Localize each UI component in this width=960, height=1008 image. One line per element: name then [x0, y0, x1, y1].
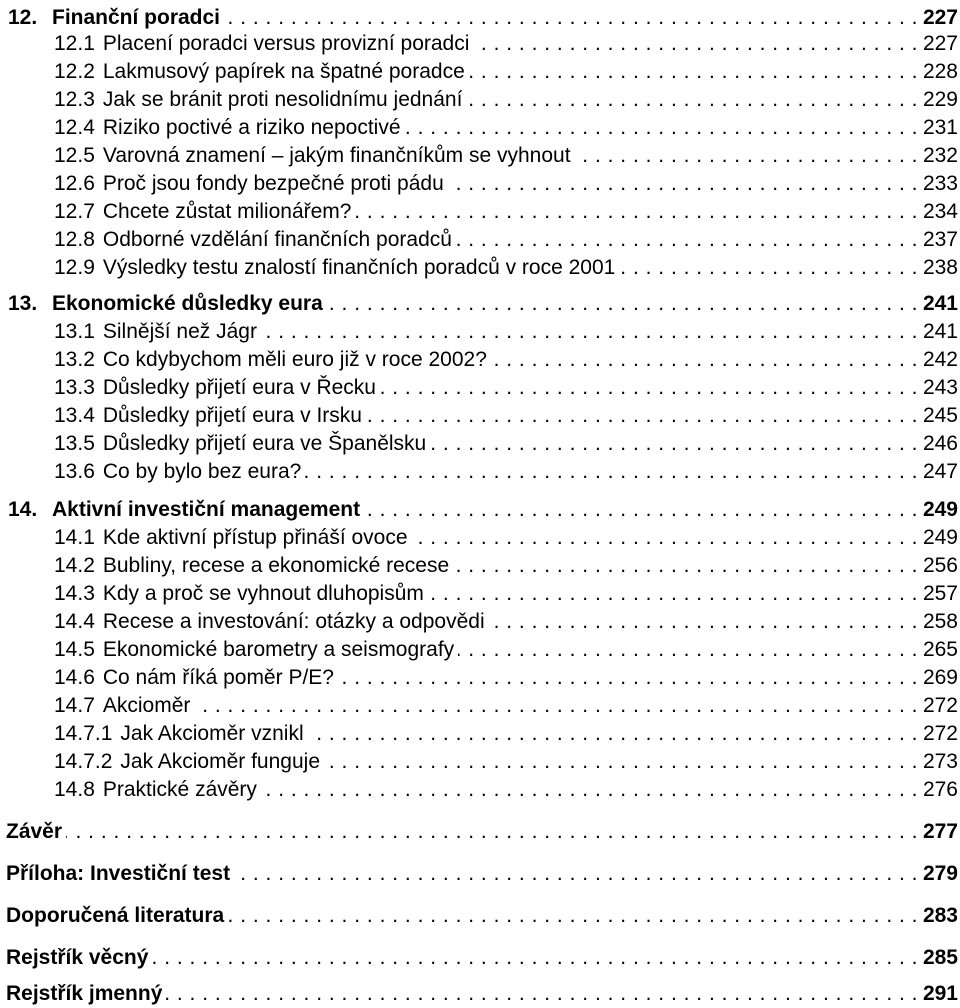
dot-leader — [473, 32, 918, 56]
toc-entry-title: Co by bylo bez eura? — [102, 460, 302, 483]
toc-entry-title: Akcioměr — [102, 694, 191, 717]
toc-section-14-7-1[interactable] — [54, 716, 958, 746]
dot-leader — [491, 348, 918, 372]
dot-leader — [412, 526, 918, 550]
toc-entry-number: 12.6 — [54, 172, 95, 195]
toc-entry-number: 12.5 — [54, 144, 95, 167]
toc-entry-number: 12.2 — [54, 60, 95, 83]
toc-entry-page: 285 — [922, 946, 958, 969]
dot-leader — [428, 582, 918, 606]
toc-entry-title: Závěr — [6, 820, 63, 843]
toc-entry-title: Bubliny, recese a ekonomické recese — [102, 554, 450, 577]
toc-entry-number: 12.9 — [54, 256, 95, 279]
toc-entry-page: 227 — [922, 6, 958, 29]
toc-entry-literatura[interactable] — [6, 898, 958, 928]
toc-entry-page: 242 — [922, 348, 958, 371]
toc-entry-title: Recese a investování: otázky a odpovědi — [102, 610, 485, 633]
toc-entry-title: Výsledky testu znalostí finančních poradců v roce 2001 — [102, 256, 616, 279]
dot-leader — [458, 638, 918, 662]
toc-entry-title: Finanční poradci — [52, 6, 221, 29]
toc-section-14-8[interactable] — [54, 772, 958, 802]
toc-entry-page: 273 — [922, 750, 958, 773]
dot-leader — [261, 320, 918, 344]
toc-section-14-1[interactable] — [54, 520, 958, 550]
toc-section-14-3[interactable] — [54, 576, 958, 606]
toc-section-12-7[interactable] — [54, 194, 958, 224]
dot-leader — [152, 946, 918, 970]
toc-entry-page: 234 — [922, 200, 958, 223]
toc-entry-page: 269 — [922, 666, 958, 689]
toc-entry-page: 272 — [922, 694, 958, 717]
toc-entry-page: 238 — [922, 256, 958, 279]
toc-entry-number: 14. — [8, 498, 38, 521]
toc-entry-zaver[interactable] — [6, 814, 958, 844]
toc-entry-title: Varovná znamení – jakým finančníkům se vyhnout — [102, 144, 571, 167]
toc-entry-title: Silnější než Jágr — [102, 320, 257, 343]
toc-entry-rejstrik-vecny[interactable] — [6, 940, 958, 970]
toc-section-13-1[interactable] — [54, 314, 958, 344]
toc-entry-page: 237 — [922, 228, 958, 251]
toc-chapter-14[interactable] — [8, 492, 958, 522]
toc-entry-page: 245 — [922, 404, 958, 427]
toc-entry-page: 246 — [922, 432, 958, 455]
toc-section-12-2[interactable] — [54, 54, 958, 84]
toc-entry-title: Proč jsou fondy bezpečné proti pádu — [102, 172, 444, 195]
toc-entry-number: 13.5 — [54, 432, 95, 455]
toc-entry-title: Jak Akcioměr funguje — [120, 750, 320, 773]
toc-entry-number: 14.5 — [54, 638, 95, 661]
dot-leader — [66, 820, 918, 844]
toc-section-12-3[interactable] — [54, 82, 958, 112]
toc-entry-page: 241 — [922, 292, 958, 315]
toc-entry-title: Odborné vzdělání finančních poradců — [102, 228, 452, 251]
toc-entry-page: 291 — [922, 982, 958, 1005]
toc-section-12-6[interactable] — [54, 166, 958, 196]
toc-section-13-3[interactable] — [54, 370, 958, 400]
toc-entry-number: 13.3 — [54, 376, 95, 399]
dot-leader — [366, 404, 918, 428]
toc-entry-title: Chcete zůstat milionářem? — [102, 200, 352, 223]
dot-leader — [430, 432, 918, 456]
toc-entry-rejstrik-jmenny[interactable] — [6, 976, 958, 1006]
toc-section-12-5[interactable] — [54, 138, 958, 168]
toc-entry-number: 12.7 — [54, 200, 95, 223]
toc-entry-page: 233 — [922, 172, 958, 195]
toc-entry-page: 243 — [922, 376, 958, 399]
toc-entry-page: 227 — [922, 32, 958, 55]
dot-leader — [166, 982, 918, 1006]
toc-entry-page: 265 — [922, 638, 958, 661]
toc-section-13-2[interactable] — [54, 342, 958, 372]
toc-entry-title: Kde aktivní přístup přináší ovoce — [102, 526, 408, 549]
toc-entry-page: 258 — [922, 610, 958, 633]
toc-entry-title: Doporučená literatura — [6, 904, 225, 927]
toc-entry-title: Důsledky přijetí eura v Řecku — [102, 376, 376, 399]
toc-entry-page: 228 — [922, 60, 958, 83]
toc-section-14-5[interactable] — [54, 632, 958, 662]
dot-leader — [453, 554, 918, 578]
dot-leader — [364, 498, 918, 522]
toc-entry-title: Příloha: Investiční test — [6, 862, 231, 885]
toc-entry-page: 283 — [922, 904, 958, 927]
toc-entry-page: 232 — [922, 144, 958, 167]
dot-leader — [324, 750, 918, 774]
dot-leader — [466, 88, 918, 112]
toc-entry-title: Aktivní investiční management — [52, 498, 361, 521]
toc-section-13-6[interactable] — [54, 454, 958, 484]
toc-section-14-7[interactable] — [54, 688, 958, 718]
toc-section-13-5[interactable] — [54, 426, 958, 456]
dot-leader — [355, 200, 918, 224]
toc-entry-number: 14.7.1 — [54, 722, 113, 745]
dot-leader — [405, 116, 918, 140]
toc-entry-page: 272 — [922, 722, 958, 745]
dot-leader — [308, 722, 918, 746]
toc-entry-page: 249 — [922, 498, 958, 521]
toc-entry-title: Důsledky přijetí eura ve Španělsku — [102, 432, 427, 455]
dot-leader — [305, 460, 918, 484]
dot-leader — [469, 60, 918, 84]
toc-entry-title: Ekonomické barometry a seismografy — [102, 638, 455, 661]
toc-entry-title: Co nám říká poměr P/E? — [102, 666, 334, 689]
toc-entry-number: 14.6 — [54, 666, 95, 689]
dot-leader — [261, 778, 918, 802]
dot-leader — [619, 256, 918, 280]
toc-section-14-4[interactable] — [54, 604, 958, 634]
toc-entry-page: 279 — [922, 862, 958, 885]
toc-entry-page: 256 — [922, 554, 958, 577]
toc-entry-title: Ekonomické důsledky eura — [52, 292, 323, 315]
toc-entry-page: 241 — [922, 320, 958, 343]
dot-leader — [380, 376, 918, 400]
dot-leader — [234, 862, 918, 886]
toc-entry-page: 247 — [922, 460, 958, 483]
toc-entry-title: Jak Akcioměr vznikl — [120, 722, 304, 745]
toc-entry-priloha[interactable] — [6, 856, 958, 886]
toc-section-12-4[interactable] — [54, 110, 958, 140]
toc-entry-number: 14.2 — [54, 554, 95, 577]
toc-entry-number: 12.1 — [54, 32, 95, 55]
toc-entry-number: 14.4 — [54, 610, 95, 633]
toc-entry-number: 14.8 — [54, 778, 95, 801]
dot-leader — [228, 904, 918, 928]
dot-leader — [456, 228, 918, 252]
toc-entry-title: Jak se bránit proti nesolidnímu jednání — [102, 88, 463, 111]
toc-entry-title: Lakmusový papírek na špatné poradce — [102, 60, 465, 83]
toc-entry-title: Rejstřík jmenný — [6, 982, 163, 1005]
toc-entry-page: 249 — [922, 526, 958, 549]
toc-entry-page: 257 — [922, 582, 958, 605]
dot-leader — [489, 610, 918, 634]
toc-section-14-6[interactable] — [54, 660, 958, 690]
toc-section-14-7-2[interactable] — [54, 744, 958, 774]
toc-section-12-1[interactable] — [54, 26, 958, 56]
toc-entry-title: Důsledky přijetí eura v Irsku — [102, 404, 362, 427]
dot-leader — [194, 694, 918, 718]
toc-entry-number: 13. — [8, 292, 38, 315]
toc-section-12-9[interactable] — [54, 250, 958, 280]
toc-entry-page: 276 — [922, 778, 958, 801]
toc-section-14-2[interactable] — [54, 548, 958, 578]
dot-leader — [448, 172, 918, 196]
toc-entry-number: 14.7 — [54, 694, 95, 717]
toc-entry-number: 14.1 — [54, 526, 95, 549]
toc-entry-number: 13.4 — [54, 404, 95, 427]
toc-entry-number: 13.6 — [54, 460, 95, 483]
dot-leader — [575, 144, 918, 168]
toc-entry-number: 12.8 — [54, 228, 95, 251]
toc-entry-number: 13.2 — [54, 348, 95, 371]
toc-entry-number: 12.3 — [54, 88, 95, 111]
toc-entry-page: 229 — [922, 88, 958, 111]
toc-entry-number: 14.3 — [54, 582, 95, 605]
toc-chapter-13[interactable] — [8, 286, 958, 316]
dot-leader — [327, 292, 918, 316]
toc-section-12-8[interactable] — [54, 222, 958, 252]
toc-entry-number: 12. — [8, 6, 38, 29]
toc-entry-title: Praktické závěry — [102, 778, 257, 801]
toc-entry-page: 277 — [922, 820, 958, 843]
toc-entry-title: Placení poradci versus provizní poradci — [102, 32, 470, 55]
toc-entry-title: Riziko poctivé a riziko nepoctivé — [102, 116, 401, 139]
toc-entry-number: 13.1 — [54, 320, 95, 343]
toc-entry-title: Kdy a proč se vyhnout dluhopisům — [102, 582, 424, 605]
toc-entry-page: 231 — [922, 116, 958, 139]
toc-entry-number: 14.7.2 — [54, 750, 113, 773]
toc-entry-number: 12.4 — [54, 116, 95, 139]
toc-section-13-4[interactable] — [54, 398, 958, 428]
dot-leader — [338, 666, 918, 690]
toc-entry-title: Co kdybychom měli euro již v roce 2002? — [102, 348, 487, 371]
toc-entry-title: Rejstřík věcný — [6, 946, 149, 969]
